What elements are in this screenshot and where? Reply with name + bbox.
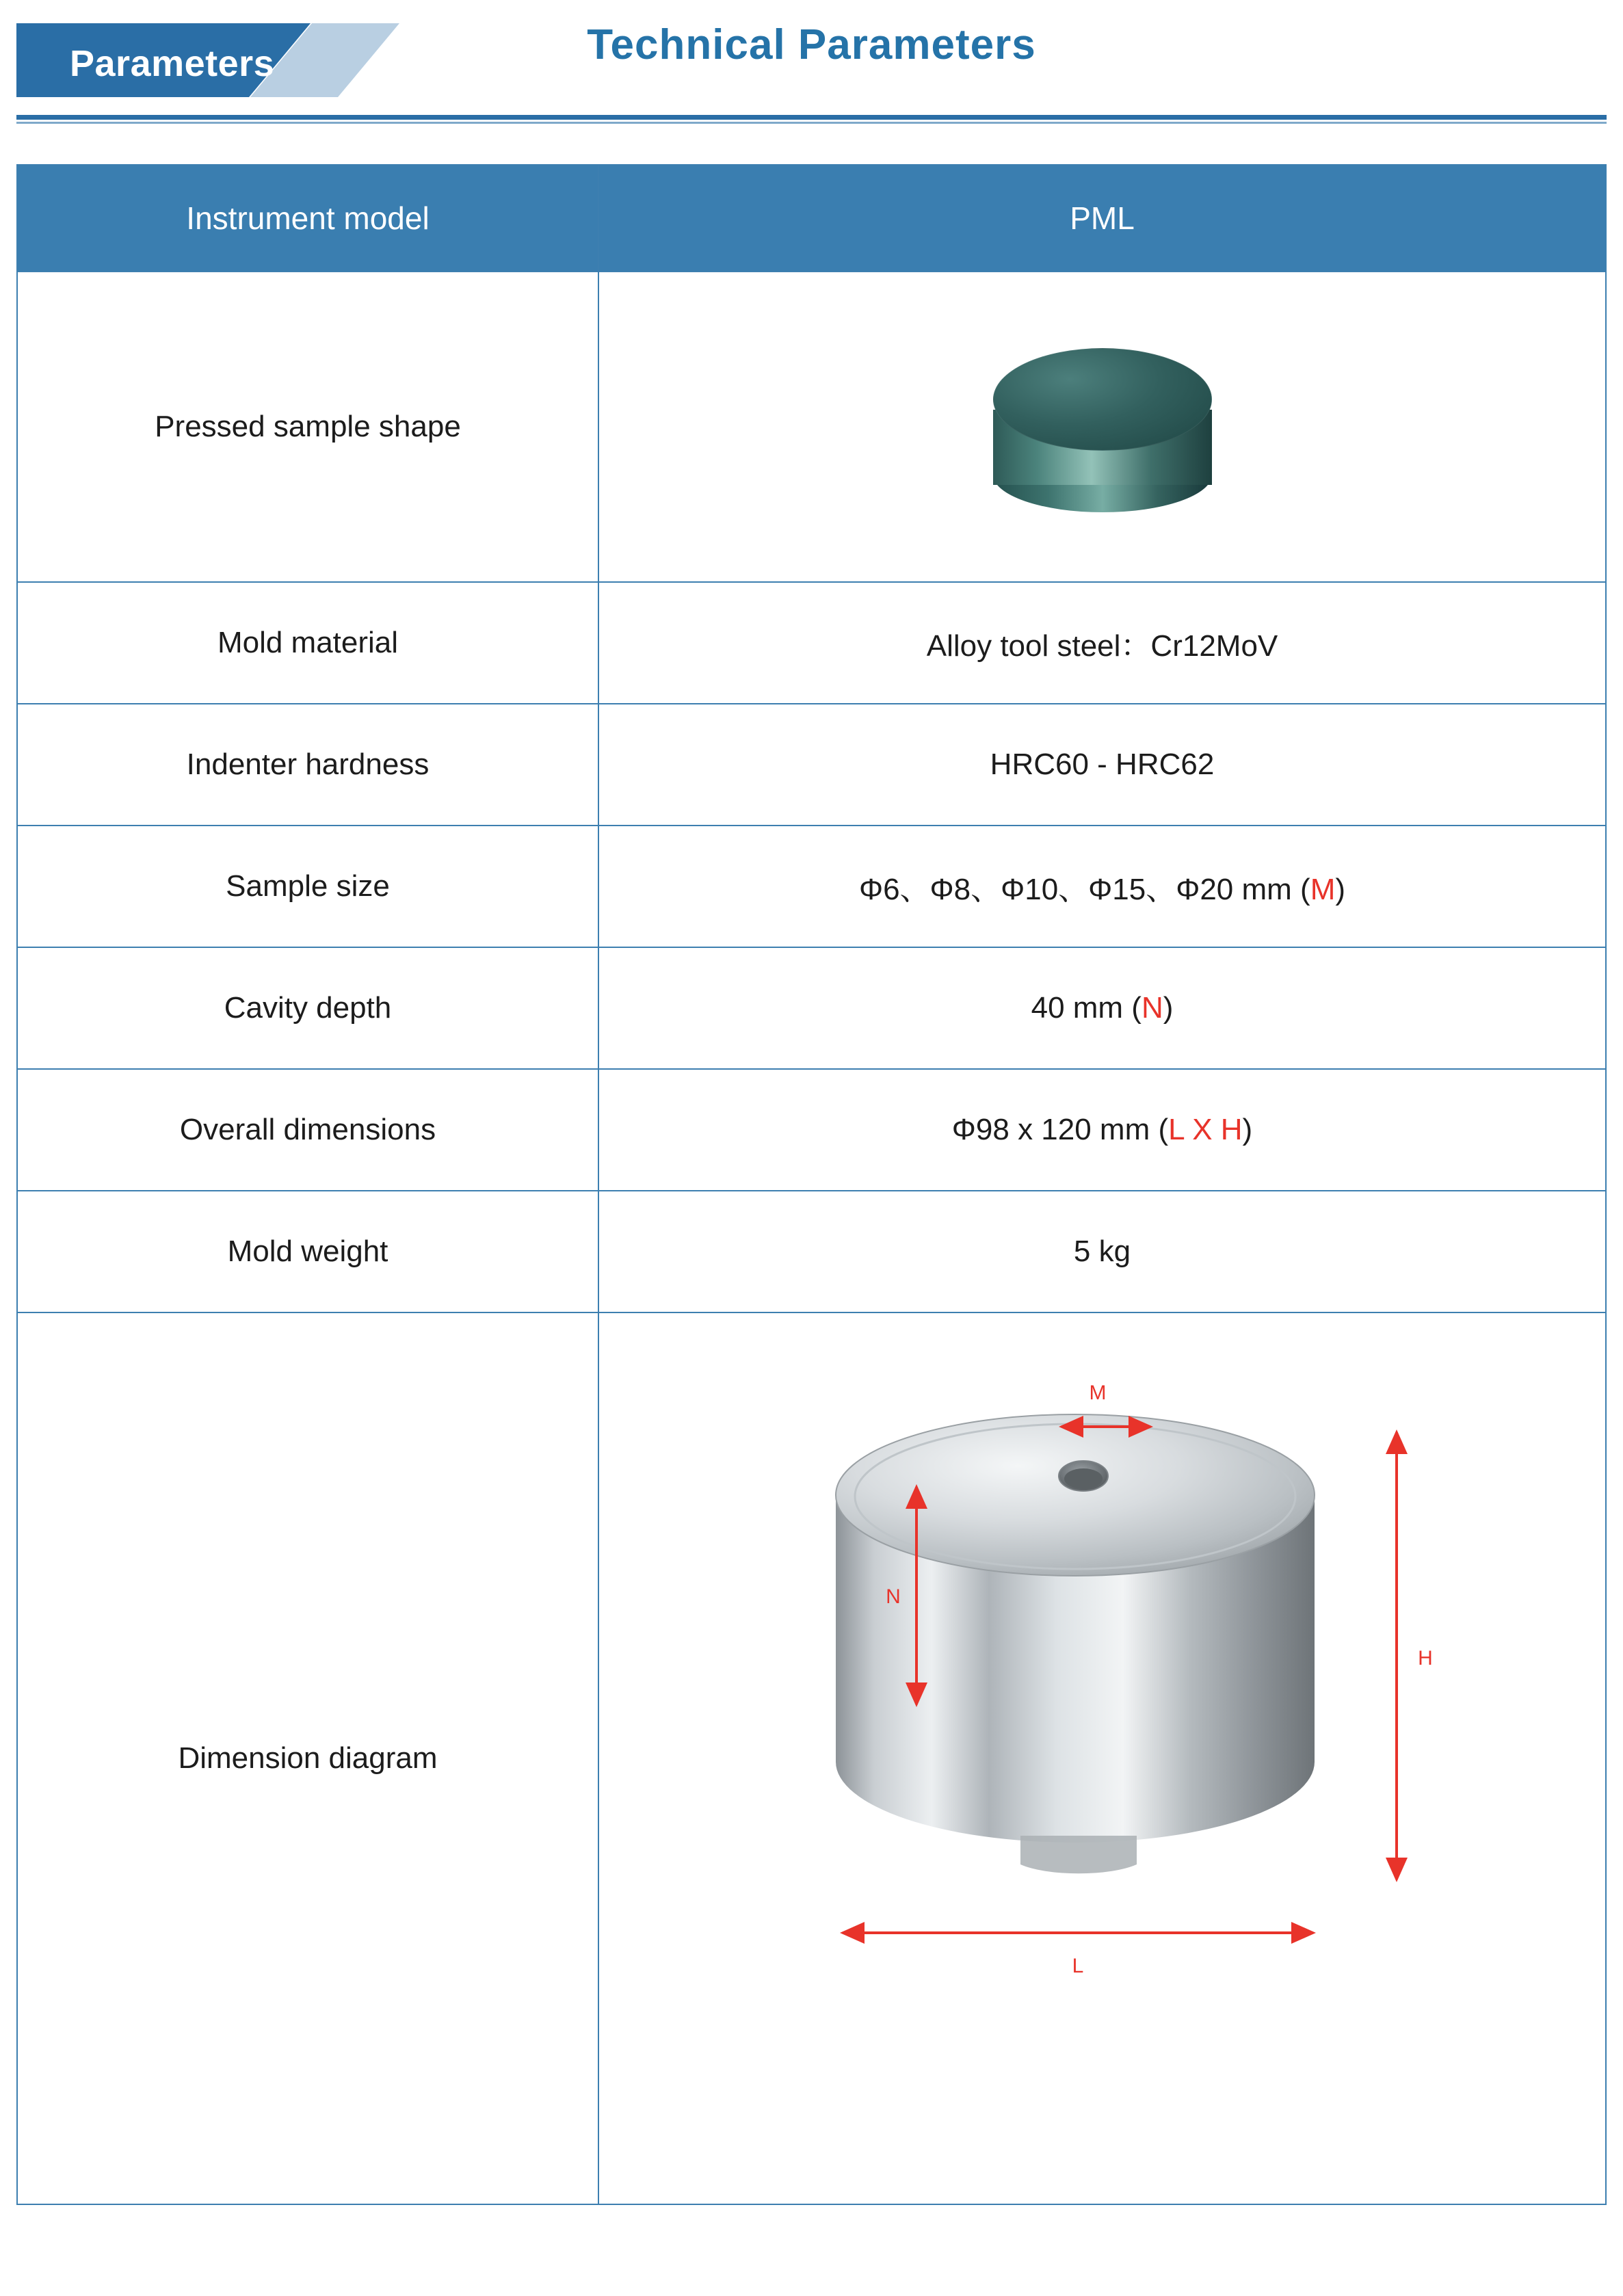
table-row [17, 1191, 1606, 1312]
row-value-sample-size [598, 826, 1606, 947]
row-label-pressed-sample-shape: Pressed sample shape [17, 272, 598, 582]
row-value-pressed-sample-shape [598, 272, 1606, 582]
table-row [17, 947, 1606, 1069]
table-row [17, 1312, 1606, 2204]
overall-dimensions-text: Φ98 x 120 mm (L X H) [951, 1113, 1253, 1146]
header-divider-thin [16, 122, 1607, 124]
row-label-dimension-diagram: Dimension diagram [17, 1312, 598, 2204]
technical-parameters-table [16, 164, 1607, 2205]
row-value-dimension-diagram [598, 1312, 1606, 2204]
table-row [17, 704, 1606, 826]
dimension-label-h: H [1417, 1647, 1433, 1670]
row-label-indenter-hardness: Indenter hardness [17, 704, 598, 826]
row-value-overall-dimensions [598, 1069, 1606, 1191]
dimension-diagram [606, 1317, 1598, 2200]
green-puck-icon [993, 341, 1212, 512]
dimension-diagram-svg [699, 1324, 1506, 2193]
table-row [17, 1069, 1606, 1191]
dimension-label-m: M [1089, 1382, 1106, 1404]
cavity-depth-text: 40 mm (N) [1031, 991, 1174, 1025]
row-label-mold-material: Mold material [17, 582, 598, 704]
dimension-label-n: N [885, 1585, 901, 1608]
table-header-row [17, 165, 1606, 272]
table-row [17, 826, 1606, 947]
table-row [17, 582, 1606, 704]
page-header [0, 0, 1623, 127]
column-header-instrument-model: Instrument model [17, 165, 598, 272]
row-label-overall-dimensions: Overall dimensions [17, 1069, 598, 1191]
column-header-model-value: PML [598, 165, 1606, 272]
pressed-sample-image [606, 276, 1598, 577]
row-value-indenter-hardness: HRC60 - HRC62 [598, 704, 1606, 826]
sample-size-text: Φ6、Φ8、Φ10、Φ15、Φ20 mm (M) [858, 873, 1345, 906]
dimension-label-l: L [1072, 1955, 1083, 1977]
header-divider [16, 115, 1607, 120]
page-title: Technical Parameters [587, 21, 1036, 68]
row-label-cavity-depth: Cavity depth [17, 947, 598, 1069]
table-row [17, 272, 1606, 582]
row-value-cavity-depth [598, 947, 1606, 1069]
row-value-mold-weight: 5 kg [598, 1191, 1606, 1312]
technical-parameters-table-wrapper [16, 164, 1607, 2205]
row-label-mold-weight: Mold weight [17, 1191, 598, 1312]
row-value-mold-material: Alloy tool steel：Cr12MoV [598, 582, 1606, 704]
row-label-sample-size: Sample size [17, 826, 598, 947]
parameters-tab-label: Parameters [70, 43, 275, 84]
